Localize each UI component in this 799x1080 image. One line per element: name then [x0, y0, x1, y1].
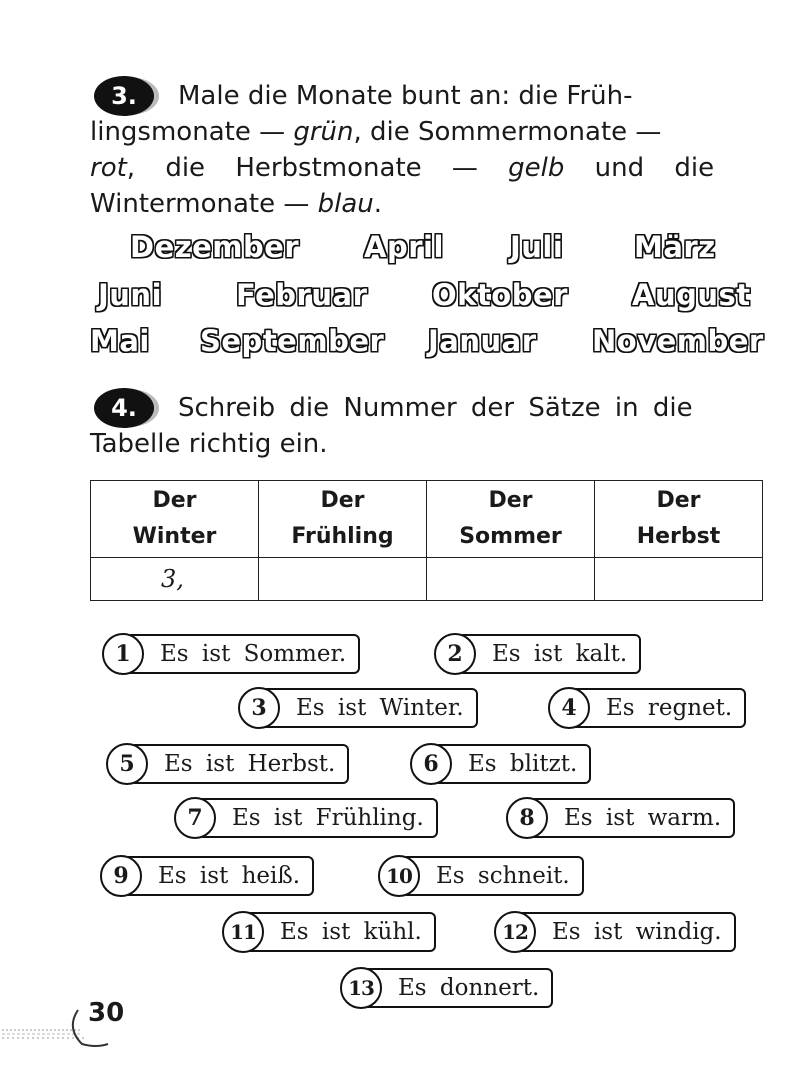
month-word[interactable]: Dezember [130, 230, 300, 264]
task-4-line-1: Schreib die Nummer der Sätze in die [178, 393, 693, 423]
sentence-number: 3 [238, 687, 280, 729]
sentence-card [102, 632, 360, 676]
task-4-number: 4. [111, 394, 137, 422]
sentence-number: 4 [548, 687, 590, 729]
month-word[interactable]: Juli [510, 230, 564, 264]
sentence-text: Es ist Sommer. [130, 634, 360, 674]
sentence-number: 11 [222, 911, 264, 953]
month-word[interactable]: September [200, 324, 385, 358]
answer-cell-sommer[interactable] [427, 558, 595, 601]
sentence-text: Es ist Herbst. [134, 744, 349, 784]
sentence-card [106, 742, 349, 786]
header-herbst: Der Herbst [595, 481, 763, 558]
sentence-card [506, 796, 735, 840]
sentence-text: Es ist kalt. [462, 634, 641, 674]
sentence-card [434, 632, 641, 676]
sentence-card [174, 796, 438, 840]
task-3-line-1: Male die Monate bunt an: die Früh- [178, 81, 633, 111]
table-answer-row [91, 558, 763, 601]
sentence-text: Es ist Frühling. [202, 798, 438, 838]
sentence-text: Es ist windig. [522, 912, 736, 952]
sentence-card [222, 910, 436, 954]
task-3-number: 3. [111, 82, 137, 110]
sentence-card [340, 966, 553, 1010]
sentence-number: 1 [102, 633, 144, 675]
sentence-card [410, 742, 591, 786]
sentence-number: 12 [494, 911, 536, 953]
header-fruehling: Der Frühling [259, 481, 427, 558]
sentence-card [238, 686, 478, 730]
month-word[interactable]: Januar [428, 324, 537, 358]
sentence-number: 2 [434, 633, 476, 675]
sentence-text: Es ist warm. [534, 798, 735, 838]
month-word[interactable]: November [592, 324, 764, 358]
sentence-text: Es schneit. [406, 856, 584, 896]
answer-cell-winter[interactable]: 3, [91, 558, 259, 601]
sentence-text: Es ist kühl. [250, 912, 436, 952]
sentence-number: 9 [100, 855, 142, 897]
task-4-line-2: Tabelle richtig ein. [90, 429, 328, 459]
month-word[interactable]: Oktober [432, 278, 568, 312]
task-3-instruction: Male die Monate bunt an: die Früh- lingsmonate — grün, die Sommermonate — rot, die Herbstmonate — gelb und die Wintermonate — blau. [90, 78, 758, 222]
table-header-row [91, 481, 763, 558]
sentence-number: 6 [410, 743, 452, 785]
sentence-text: Es ist Winter. [266, 688, 478, 728]
sentence-number: 7 [174, 797, 216, 839]
sentence-card [378, 854, 584, 898]
month-word[interactable]: Mai [90, 324, 150, 358]
sentence-number: 5 [106, 743, 148, 785]
task-4-instruction [90, 390, 758, 462]
month-word[interactable]: Juni [98, 278, 163, 312]
month-word[interactable]: März [634, 230, 716, 264]
sentence-text: Es donnert. [368, 968, 553, 1008]
sentence-text: Es regnet. [576, 688, 746, 728]
sentence-card [548, 686, 746, 730]
answer-cell-herbst[interactable] [595, 558, 763, 601]
sentence-number: 13 [340, 967, 382, 1009]
seasons-table [90, 480, 763, 601]
sentence-card [100, 854, 314, 898]
sentence-text: Es ist heiß. [128, 856, 314, 896]
page-number: 30 [88, 998, 125, 1028]
sentence-number: 8 [506, 797, 548, 839]
month-word[interactable]: April [364, 230, 444, 264]
header-winter: Der Winter [91, 481, 259, 558]
header-sommer: Der Sommer [427, 481, 595, 558]
sentence-text: Es blitzt. [438, 744, 591, 784]
sentence-number: 10 [378, 855, 420, 897]
month-word[interactable]: August [632, 278, 751, 312]
month-word[interactable]: Februar [236, 278, 368, 312]
sentence-card [494, 910, 736, 954]
answer-cell-fruehling[interactable] [259, 558, 427, 601]
